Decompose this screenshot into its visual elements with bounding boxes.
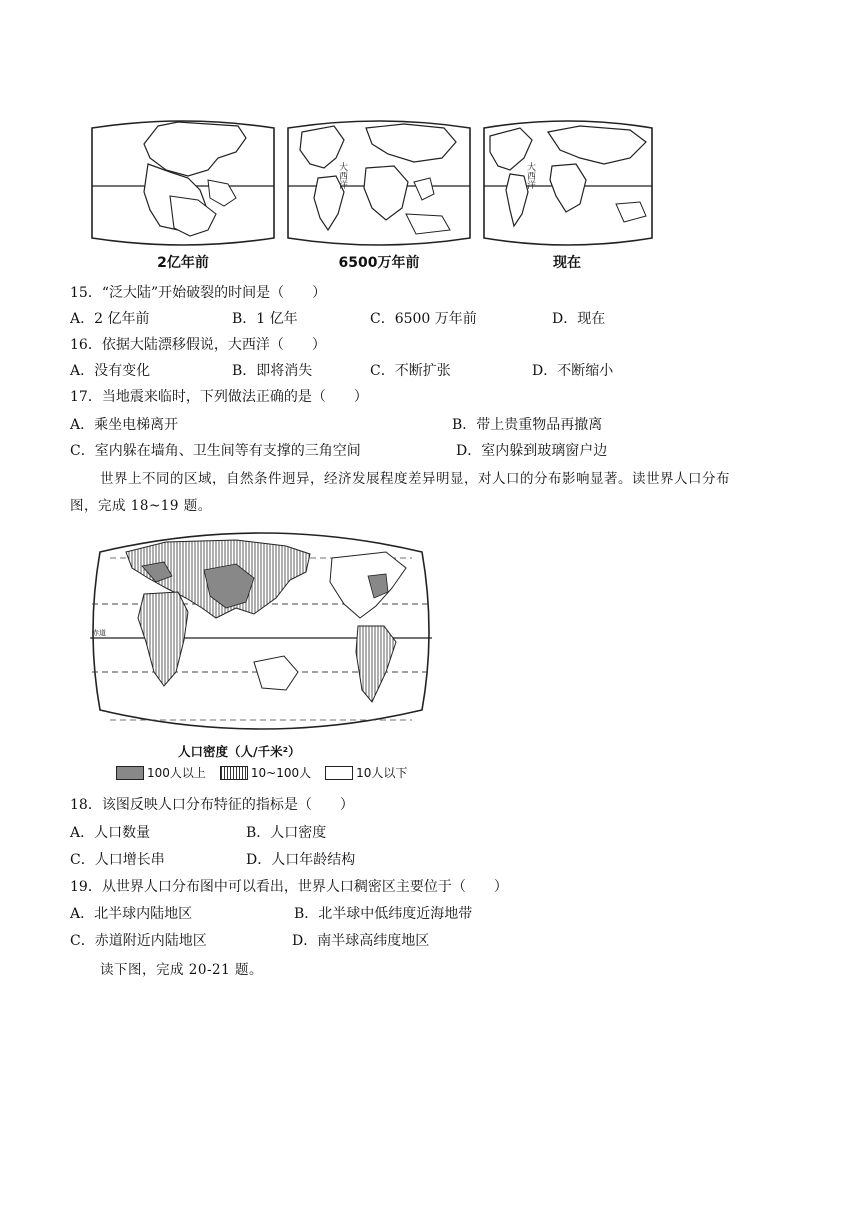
legend-item-high bbox=[116, 764, 206, 781]
question-16-stem: 16．依据大陆漂移假说，大西洋（ ） bbox=[70, 337, 326, 353]
question-19-stem: 19．从世界人口分布图中可以看出，世界人口稠密区主要位于（ ） bbox=[70, 879, 508, 895]
legend-label-low: 10人以下 bbox=[356, 766, 408, 780]
legend-label-mid: 10~100人 bbox=[250, 766, 312, 780]
question-15-stem: 15．“泛大陆”开始破裂的时间是（ ） bbox=[70, 285, 327, 301]
legend-item-mid bbox=[220, 764, 311, 781]
q18-option-d: D．人口年龄结构 bbox=[246, 852, 356, 868]
q16-option-a: A．没有变化 bbox=[70, 363, 151, 379]
intro-18-19-line1: 世界上不同的区域，自然条件迥异，经济发展程度差异明显，对人口的分布影响显著。读世界人口分布 bbox=[100, 471, 730, 487]
question-17-stem: 17．当地震来临时，下列做法正确的是（ ） bbox=[70, 389, 368, 405]
q19-option-a: A．北半球内陆地区 bbox=[70, 906, 193, 922]
q18-option-b: B．人口密度 bbox=[246, 825, 327, 841]
q16-option-b: B．即将消失 bbox=[232, 363, 313, 379]
q19-option-c: C．赤道附近内陆地区 bbox=[70, 933, 207, 949]
caption-200ma: 2亿年前 bbox=[157, 255, 209, 271]
legend-swatch-mid bbox=[220, 766, 248, 780]
legend-title: 人口密度（人/千米²） bbox=[178, 744, 301, 759]
q16-option-c: C．不断扩张 bbox=[370, 363, 451, 379]
q17-option-c: C．室内躲在墙角、卫生间等有支撑的三角空间 bbox=[70, 443, 361, 459]
q15-option-c: C．6500 万年前 bbox=[370, 311, 477, 327]
q15-option-a: A．2 亿年前 bbox=[70, 311, 150, 327]
q18-option-a: A．人口数量 bbox=[70, 825, 151, 841]
population-map-svg bbox=[86, 522, 436, 740]
legend-item-low bbox=[325, 764, 407, 781]
equator-label: 赤道 bbox=[92, 629, 106, 637]
q17-option-a: A．乘坐电梯离开 bbox=[70, 417, 179, 433]
question-18-stem: 18．该图反映人口分布特征的指标是（ ） bbox=[70, 797, 354, 813]
map-65ma bbox=[288, 121, 470, 245]
q16-option-d: D．不断缩小 bbox=[532, 363, 614, 379]
q17-option-d: D．室内躲到玻璃窗户边 bbox=[456, 443, 608, 459]
world-population-map bbox=[86, 522, 436, 784]
q15-option-b: B．1 亿年 bbox=[232, 311, 298, 327]
intro-20-21: 读下图，完成 20-21 题。 bbox=[100, 962, 264, 978]
map-200ma bbox=[92, 121, 274, 245]
q15-option-d: D．现在 bbox=[552, 311, 606, 327]
q17-option-b: B．带上贵重物品再撤离 bbox=[452, 417, 603, 433]
legend-swatch-low bbox=[325, 766, 353, 780]
intro-18-19-line2: 图，完成 18~19 题。 bbox=[70, 498, 212, 514]
caption-present: 现在 bbox=[553, 255, 581, 271]
legend-label-high: 100人以上 bbox=[147, 766, 206, 780]
caption-65ma: 6500万年前 bbox=[338, 255, 420, 271]
label-atlantic-present: 大西洋 bbox=[525, 162, 535, 189]
drift-maps-svg bbox=[88, 118, 668, 248]
label-atlantic-65ma: 大西洋 bbox=[337, 162, 347, 189]
legend bbox=[116, 764, 421, 781]
continental-drift-figure bbox=[88, 118, 668, 278]
q19-option-b: B．北半球中低纬度近海地带 bbox=[294, 906, 473, 922]
q18-option-c: C．人口增长串 bbox=[70, 852, 165, 868]
q19-option-d: D．南半球高纬度地区 bbox=[292, 933, 430, 949]
legend-swatch-high bbox=[116, 766, 144, 780]
map-present bbox=[484, 121, 652, 245]
